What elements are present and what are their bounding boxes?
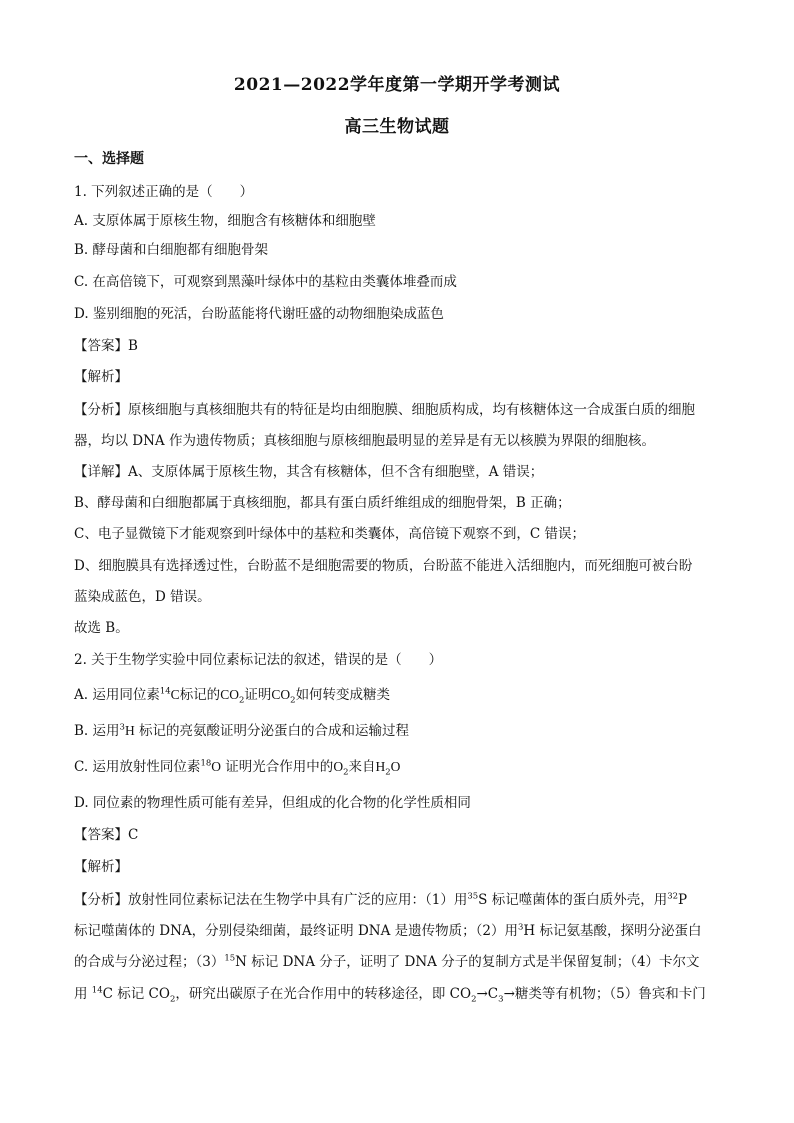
q1-detail-line: D、细胞膜具有选择透过性，台盼蓝不是细胞需要的物质，台盼蓝不能进入活细胞内，而死细胞可被台盼 <box>74 558 693 574</box>
q2-analysis-line: 的合成与分泌过程；$(3)^{15}N$ 标记 DNA 分子，证明了 DNA 分子的复制方式是半保留复制；（4）卡尔文 <box>74 953 700 970</box>
q1-answer: 【答案】B <box>74 338 138 354</box>
q2-stem: 2. 关于生物学实验中同位素标记法的叙述，错误的是（ ） <box>74 652 443 668</box>
q1-stem: 1. 下列叙述正确的是（ ） <box>74 184 254 200</box>
q2-option-d: D. 同位素的物理性质可能有差异，但组成的化合物的化学性质相同 <box>74 795 471 811</box>
q1-option-c: C. 在高倍镜下，可观察到黑藻叶绿体中的基粒由类囊体堆叠而成 <box>74 274 457 290</box>
exam-subtitle: 高三生物试题 <box>344 117 450 137</box>
q1-option-b: B. 酵母菌和白细胞都有细胞骨架 <box>74 242 269 258</box>
q2-option-c: C. 运用放射性同位素$^{18}$O 证明光合作用中的$O_2$来自$H_2O$ <box>74 758 401 778</box>
q2-option-a: A. 运用同位素$^{14}$C标记的$CO_2$证明$CO_2$如何转变成糖类 <box>74 686 391 706</box>
q1-analysis-line: 器，均以 DNA 作为遗传物质；真核细胞与原核细胞最明显的差异是有无以核膜为界限的细胞核。 <box>74 433 655 449</box>
q1-analysis-line: 【分析】原核细胞与真核细胞共有的特征是均由细胞膜、细胞质构成，均有核糖体这一合成蛋白质的细胞 <box>74 402 695 418</box>
q1-detail-line: 蓝染成蓝色，D 错误。 <box>74 589 211 605</box>
q1-option-a: A. 支原体属于原核生物，细胞含有核糖体和细胞壁 <box>74 213 376 229</box>
q1-detail-line: 故选 B。 <box>74 620 129 636</box>
q1-detail-line: B、酵母菌和白细胞都属于真核细胞，都具有蛋白质纤维组成的细胞骨架，B 正确； <box>74 495 571 511</box>
q2-analysis-line: 标记噬菌体的 DNA，分别侵染细菌，最终证明 DNA 是遗传物质；（2）用$^3$H 标记氨基酸，探明分泌蛋白 <box>74 922 702 939</box>
q1-jiexi-label: 【解析】 <box>74 369 128 385</box>
exam-title: 2021—2022学年度第一学期开学考测试 <box>233 75 561 95</box>
q2-option-b: B. 运用$^3$H 标记的亮氨酸证明分泌蛋白的合成和运输过程 <box>74 722 409 739</box>
section-title: 一、选择题 <box>74 151 144 167</box>
q2-analysis-line: 用 $^{14}$C 标记 $CO_2$，研究出碳原子在光合作用中的转移途径，即 $CO_2\to C_3\to$糖类等有机物；（5）鲁宾和卡门 <box>74 985 706 1005</box>
q1-detail-line: 【详解】A、支原体属于原核生物，其含有核糖体，但不含有细胞壁，A 错误； <box>74 464 544 480</box>
q2-answer: 【答案】C <box>74 827 139 843</box>
q1-detail-line: C、电子显微镜下才能观察到叶绿体中的基粒和类囊体，高倍镜下观察不到，C 错误； <box>74 526 585 542</box>
q2-analysis-line: 【分析】放射性同位素标记法在生物学中具有广泛的应用：（1）用$^{35}$S 标记噬菌体的蛋白质外壳，用$^{32}$P <box>74 891 688 908</box>
q2-jiexi-label: 【解析】 <box>74 859 128 875</box>
q1-option-d: D. 鉴别细胞的死活，台盼蓝能将代谢旺盛的动物细胞染成蓝色 <box>74 306 444 322</box>
